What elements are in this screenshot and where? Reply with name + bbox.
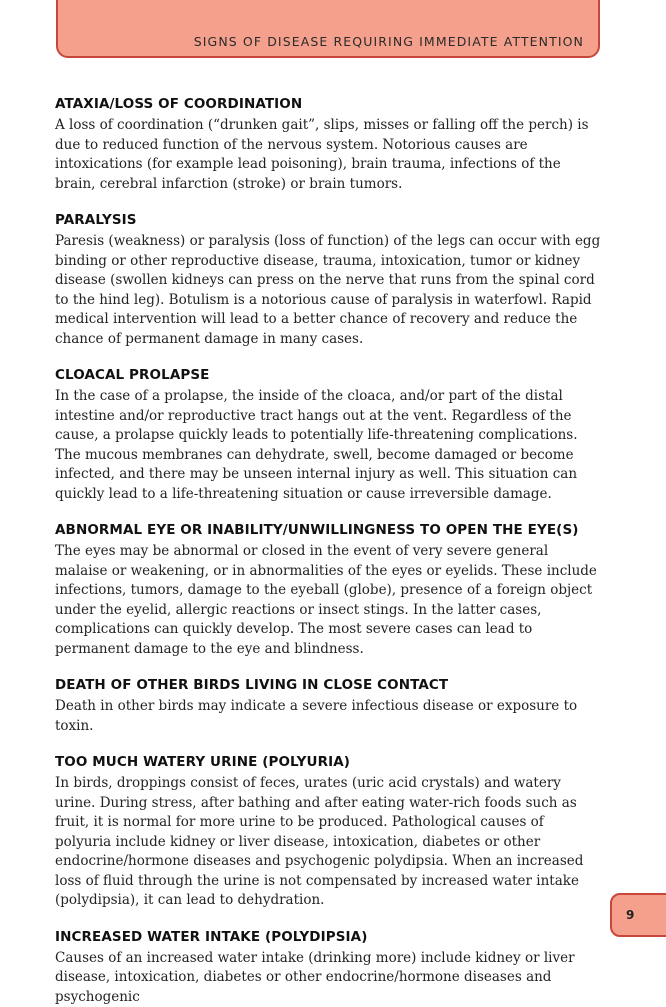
section-ataxia (55, 96, 603, 194)
section-paragraph: The eyes may be abnormal or closed in the event of very severe general malaise or weakening, or in abnormalities of the eyes or eyelids. These include infections, tumors, damage to the eyeball (globe), presence of a foreign object under the eyelid, allergic reactions or insect stings. In the latter cases, complications can quickly develop. The most severe cases can lead to permanent damage to the eye and blindness. (55, 542, 603, 659)
section-paragraph: In the case of a prolapse, the inside of the cloaca, and/or part of the distal intestine and/or reproductive tract hangs out at the vent. Regardless of the cause, a prolapse quickly leads to potentially life-threatening complications. The mucous membranes can dehydrate, swell, become damaged or become infected, and there may be unseen internal injury as well. This situation can quickly lead to a life-threatening situation or cause irreversible damage. (55, 387, 603, 504)
section-heading: ABNORMAL EYE OR INABILITY/UNWILLINGNESS TO OPEN THE EYE(S) (55, 522, 603, 539)
page-content (55, 96, 603, 1007)
section-paralysis (55, 212, 603, 349)
section-cloacal-prolapse (55, 367, 603, 504)
section-heading: TOO MUCH WATERY URINE (POLYURIA) (55, 754, 603, 771)
section-polydipsia (55, 929, 603, 1007)
section-death-of-other-birds (55, 677, 603, 736)
section-paragraph: A loss of coordination (“drunken gait”, slips, misses or falling off the perch) is due to reduced function of the nervous system. Notorious causes are intoxications (for example lead poisoning), brain trauma, infections of the brain, cerebral infarction (stroke) or brain tumors. (55, 116, 603, 194)
section-paragraph: In birds, droppings consist of feces, urates (uric acid crystals) and watery urine. During stress, after bathing and after eating water-rich foods such as fruit, it is normal for more urine to be produced. Pathological causes of polyuria include kidney or liver disease, intoxication, diabetes or other endocrine/hormone diseases and psychogenic polydipsia. When an increased loss of fluid through the urine is not compensated by increased water intake (polydipsia), it can lead to dehydration. (55, 774, 603, 911)
section-heading: CLOACAL PROLAPSE (55, 367, 603, 384)
section-paragraph: Causes of an increased water intake (drinking more) include kidney or liver disease, intoxication, diabetes or other endocrine/hormone diseases and psychogenic (55, 949, 603, 1007)
section-heading: DEATH OF OTHER BIRDS LIVING IN CLOSE CONTACT (55, 677, 603, 694)
section-heading: PARALYSIS (55, 212, 603, 229)
page-number: 9 (626, 908, 634, 922)
page-number-tab (610, 893, 666, 937)
section-abnormal-eye (55, 522, 603, 659)
section-heading: INCREASED WATER INTAKE (POLYDIPSIA) (55, 929, 603, 946)
running-header-title: SIGNS OF DISEASE REQUIRING IMMEDIATE ATTENTION (194, 34, 584, 49)
section-paragraph: Paresis (weakness) or paralysis (loss of function) of the legs can occur with egg binding or other reproductive disease, trauma, intoxication, tumor or kidney disease (swollen kidneys can press on the nerve that runs from the spinal cord to the hind leg). Botulism is a notorious cause of paralysis in waterfowl. Rapid medical intervention will lead to a better chance of recovery and reduce the chance of permanent damage in many cases. (55, 232, 603, 349)
section-heading: ATAXIA/LOSS OF COORDINATION (55, 96, 603, 113)
header-banner (56, 0, 600, 58)
section-polyuria (55, 754, 603, 911)
section-paragraph: Death in other birds may indicate a severe infectious disease or exposure to toxin. (55, 697, 603, 736)
